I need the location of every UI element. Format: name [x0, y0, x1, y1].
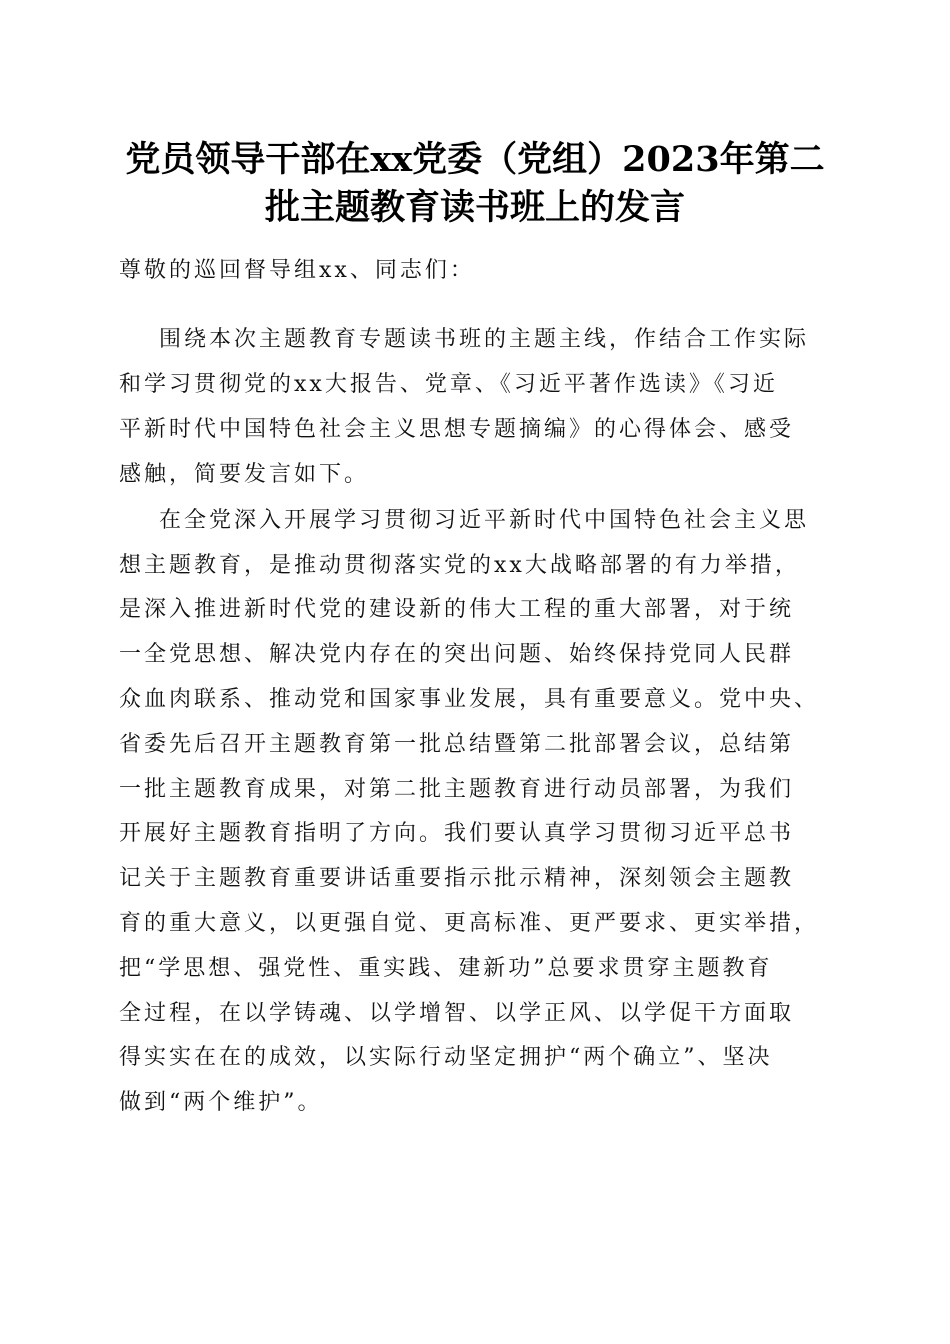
body-line: 开展好主题教育指明了方向。我们要认真学习贯彻习近平总书 [119, 821, 795, 846]
body-line: 一全党思想、解决党内存在的突出问题、始终保持党同人民群 [119, 642, 795, 667]
document-title-line-2: 批主题教育读书班上的发言 [264, 187, 685, 228]
body-line: 平新时代中国特色社会主义思想专题摘编》的心得体会、感受 [119, 417, 795, 442]
body-line: 围绕本次主题教育专题读书班的主题主线，作结合工作实际 [159, 327, 810, 352]
body-line: 得实实在在的成效，以实际行动坚定拥护“两个确立”、坚决 [119, 1045, 773, 1070]
body-line: 记关于主题教育重要讲话重要指示批示精神，深刻领会主题教 [119, 866, 795, 891]
document-title-line-1: 党员领导干部在xx党委（党组）2023年第二 [125, 139, 825, 180]
body-line: 是深入推进新时代党的建设新的伟大工程的重大部署，对于统 [119, 597, 795, 622]
body-line: 想主题教育，是推动贯彻落实党的xx大战略部署的有力举措， [119, 553, 800, 578]
body-line: 众血肉联系、推动党和国家事业发展，具有重要意义。党中央、 [119, 687, 820, 712]
body-line: 全过程，在以学铸魂、以学增智、以学正风、以学促干方面取 [119, 1001, 795, 1026]
body-line: 做到“两个维护”。 [119, 1090, 323, 1115]
body-line: 感触，简要发言如下。 [119, 462, 370, 487]
body-line: 和学习贯彻党的xx大报告、党章、《习近平著作选读》《习近 [119, 372, 778, 397]
body-line: 在全党深入开展学习贯彻习近平新时代中国特色社会主义思 [159, 508, 810, 533]
body-line: 育的重大意义，以更强自觉、更高标准、更严要求、更实举措， [119, 911, 820, 936]
body-line: 一批主题教育成果，对第二批主题教育进行动员部署，为我们 [119, 777, 795, 802]
body-line: 把“学思想、强党性、重实践、建新功”总要求贯穿主题教育 [119, 956, 773, 981]
salutation: 尊敬的巡回督导组xx、同志们： [119, 258, 475, 283]
body-line: 省委先后召开主题教育第一批总结暨第二批部署会议，总结第 [119, 732, 795, 757]
